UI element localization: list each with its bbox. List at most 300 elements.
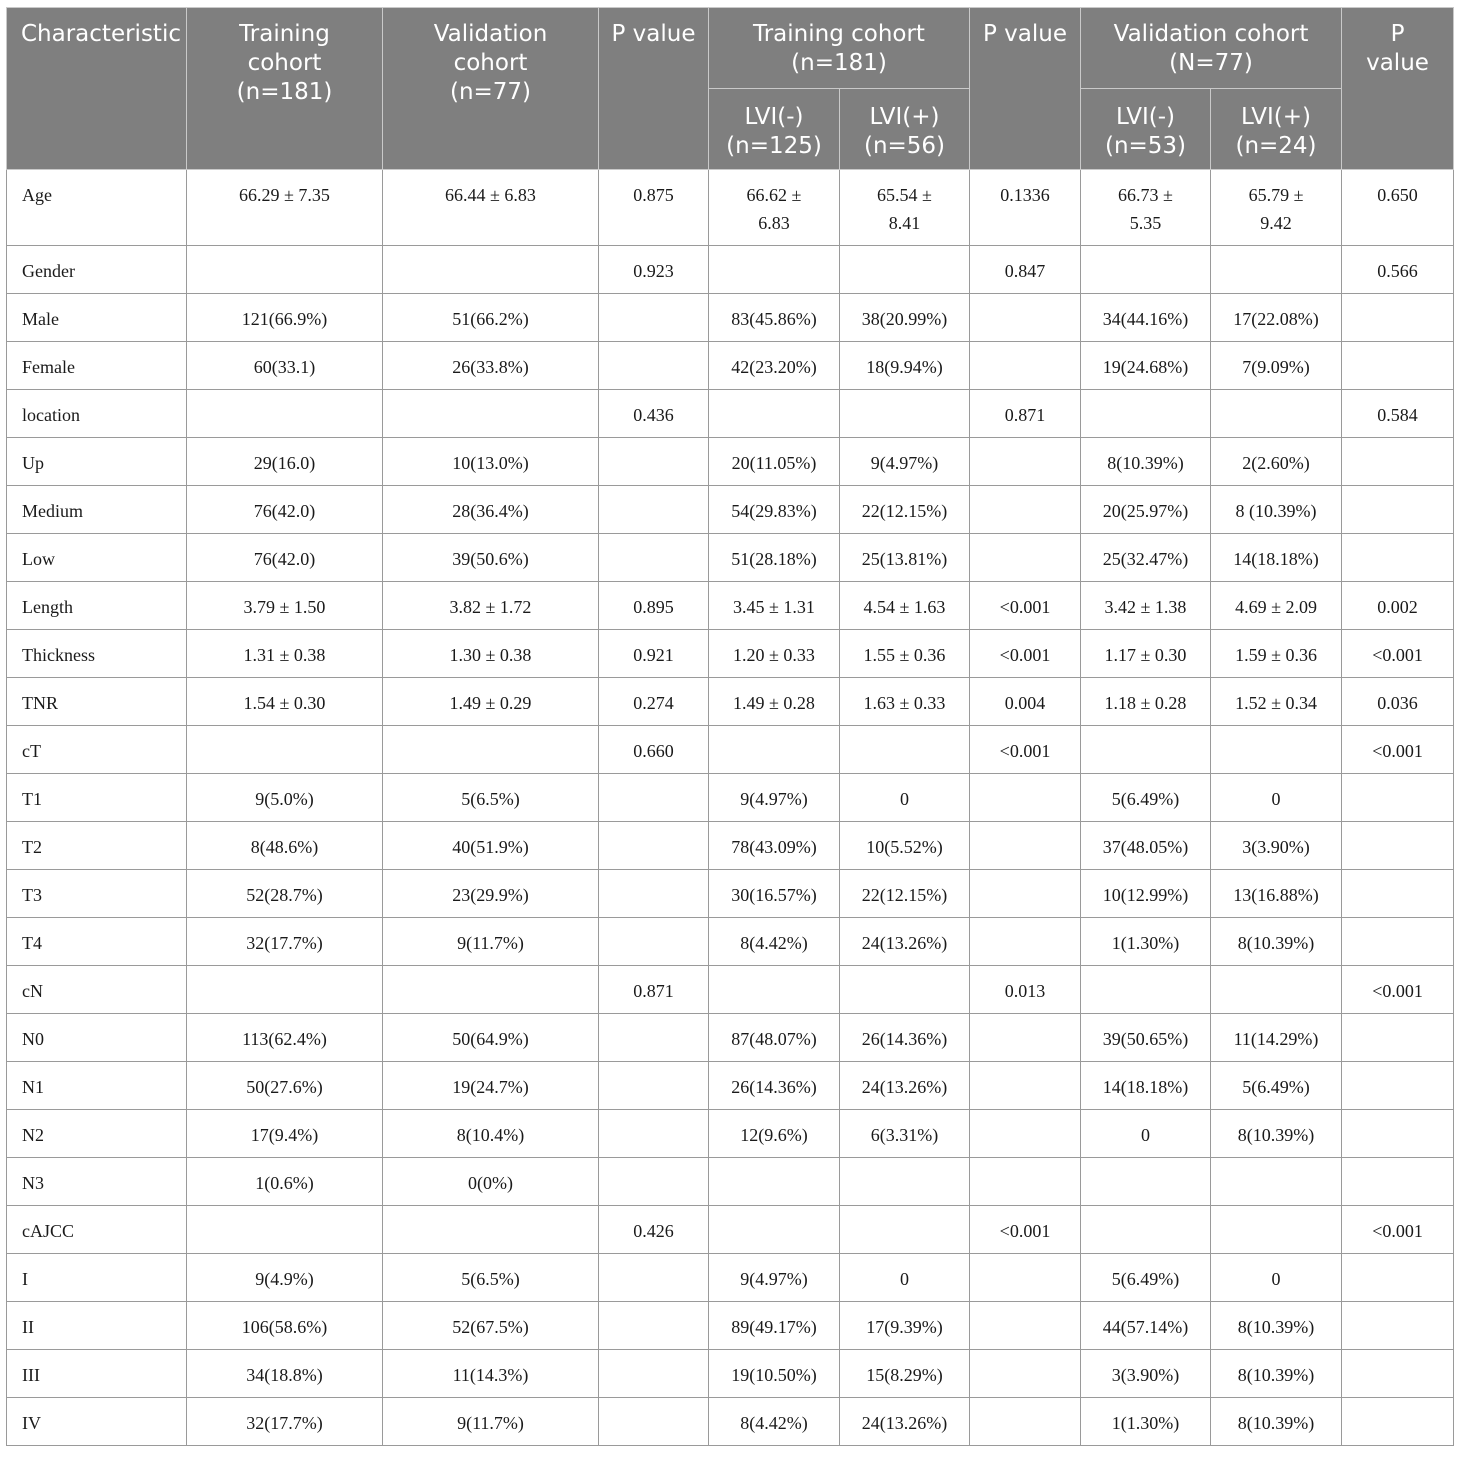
table-cell: 8(10.39%) [1081,438,1211,486]
table-cell: 66.73 ± 5.35 [1081,170,1211,246]
table-cell: 54(29.83%) [709,486,840,534]
table-cell: 66.62 ± 6.83 [709,170,840,246]
table-cell: 34(18.8%) [187,1350,383,1398]
table-cell: 1.49 ± 0.28 [709,678,840,726]
table-cell [1342,1110,1454,1158]
table-cell: 113(62.4%) [187,1014,383,1062]
table-cell [1342,1350,1454,1398]
table-cell [970,438,1081,486]
table-cell: 0.584 [1342,390,1454,438]
table-cell: 22(12.15%) [840,870,970,918]
table-cell: 18(9.94%) [840,342,970,390]
row-label: T3 [7,870,187,918]
table-cell [599,918,709,966]
table-cell [1081,390,1211,438]
table-cell: 40(51.9%) [383,822,599,870]
table-cell: 3.82 ± 1.72 [383,582,599,630]
table-cell: 34(44.16%) [1081,294,1211,342]
header-p-value-2: P value [970,8,1081,170]
table-cell: 24(13.26%) [840,1062,970,1110]
table-cell [709,726,840,774]
row-label: Age [7,170,187,246]
table-row [7,1254,1454,1302]
table-row [7,870,1454,918]
table-row [7,582,1454,630]
table-cell: 29(16.0) [187,438,383,486]
table-cell: 5(6.5%) [383,1254,599,1302]
table-cell: 1.18 ± 0.28 [1081,678,1211,726]
table-cell [599,294,709,342]
table-cell [1211,726,1342,774]
table-cell: 1(1.30%) [1081,1398,1211,1446]
header-validation-cohort: Validation cohort (n=77) [383,8,599,170]
table-cell [1211,1206,1342,1254]
table-cell: 24(13.26%) [840,1398,970,1446]
table-cell [383,1206,599,1254]
table-cell: 14(18.18%) [1211,534,1342,582]
table-cell: 1.31 ± 0.38 [187,630,383,678]
table-cell [599,1398,709,1446]
table-cell [1342,1062,1454,1110]
table-cell [599,1062,709,1110]
table-cell: <0.001 [1342,966,1454,1014]
table-cell: 19(10.50%) [709,1350,840,1398]
table-cell: 17(22.08%) [1211,294,1342,342]
table-row [7,390,1454,438]
table-cell: 14(18.18%) [1081,1062,1211,1110]
table-cell [970,294,1081,342]
table-cell [1211,390,1342,438]
row-label: III [7,1350,187,1398]
row-label: Low [7,534,187,582]
table-row [7,1014,1454,1062]
table-cell: <0.001 [970,582,1081,630]
table-cell: 8(10.39%) [1211,1350,1342,1398]
table-row [7,1302,1454,1350]
table-row [7,1110,1454,1158]
table-cell: 0.871 [970,390,1081,438]
table-cell [840,390,970,438]
table-row [7,246,1454,294]
row-label: Female [7,342,187,390]
table-cell [1342,774,1454,822]
table-cell [970,1110,1081,1158]
table-cell: 7(9.09%) [1211,342,1342,390]
table-cell [1342,918,1454,966]
row-label: II [7,1302,187,1350]
table-cell: <0.001 [970,726,1081,774]
table-cell: 8(48.6%) [187,822,383,870]
row-label: N2 [7,1110,187,1158]
table-cell: 121(66.9%) [187,294,383,342]
characteristics-table [6,7,1454,1446]
table-cell: 10(12.99%) [1081,870,1211,918]
table-cell [383,390,599,438]
table-cell: 9(4.97%) [709,774,840,822]
table-cell: 0.847 [970,246,1081,294]
table-cell [709,966,840,1014]
table-cell: 76(42.0) [187,486,383,534]
table-cell [1081,1206,1211,1254]
table-cell: 3(3.90%) [1081,1350,1211,1398]
table-cell: 8(10.39%) [1211,1398,1342,1446]
table-cell: 32(17.7%) [187,918,383,966]
table-cell: 8(10.39%) [1211,1302,1342,1350]
table-cell [970,1014,1081,1062]
table-cell: 28(36.4%) [383,486,599,534]
header-training-group: Training cohort (n=181) [709,8,970,89]
table-cell [1211,246,1342,294]
table-cell: 3.45 ± 1.31 [709,582,840,630]
table-cell: 1.49 ± 0.29 [383,678,599,726]
row-label: Male [7,294,187,342]
table-cell: 8(4.42%) [709,918,840,966]
table-cell: 25(13.81%) [840,534,970,582]
table-cell [383,246,599,294]
table-cell [1342,822,1454,870]
table-cell: 6(3.31%) [840,1110,970,1158]
table-cell: 1.63 ± 0.33 [840,678,970,726]
table-cell: 30(16.57%) [709,870,840,918]
table-cell: 76(42.0) [187,534,383,582]
table-cell: 26(14.36%) [840,1014,970,1062]
table-cell: 87(48.07%) [709,1014,840,1062]
table-cell: 1.30 ± 0.38 [383,630,599,678]
table-cell: 0.426 [599,1206,709,1254]
table-cell [1342,534,1454,582]
table-cell: 0 [840,774,970,822]
table-cell: 1.54 ± 0.30 [187,678,383,726]
table-row [7,822,1454,870]
table-row [7,1158,1454,1206]
table-cell: 12(9.6%) [709,1110,840,1158]
row-label: TNR [7,678,187,726]
table-row [7,1398,1454,1446]
table-cell [1342,294,1454,342]
table-row [7,170,1454,246]
table-row [7,630,1454,678]
table-cell: 50(27.6%) [187,1062,383,1110]
table-row [7,678,1454,726]
table-cell [599,1014,709,1062]
table-cell: 0.871 [599,966,709,1014]
table-cell [599,438,709,486]
table-cell: 42(23.20%) [709,342,840,390]
table-cell [709,1158,840,1206]
table-body [7,170,1454,1446]
table-cell: 1.55 ± 0.36 [840,630,970,678]
table-cell [599,534,709,582]
table-cell: 8(4.42%) [709,1398,840,1446]
table-cell: 39(50.65%) [1081,1014,1211,1062]
table-cell [599,1254,709,1302]
table-cell [187,390,383,438]
table-cell [1342,1398,1454,1446]
table-cell [840,246,970,294]
table-cell: 24(13.26%) [840,918,970,966]
header-train-lvi-neg: LVI(-) (n=125) [709,89,840,170]
table-cell: 26(33.8%) [383,342,599,390]
table-cell: 0.921 [599,630,709,678]
header-p-value-3: P value [1342,8,1454,170]
table-cell: 1.17 ± 0.30 [1081,630,1211,678]
table-cell [840,726,970,774]
table-cell: 5(6.5%) [383,774,599,822]
table-cell: 0.013 [970,966,1081,1014]
table-cell: 0 [1211,774,1342,822]
header-val-lvi-neg: LVI(-) (n=53) [1081,89,1211,170]
table-cell: 3.79 ± 1.50 [187,582,383,630]
table-cell: 5(6.49%) [1081,1254,1211,1302]
table-cell: 0.004 [970,678,1081,726]
row-label: cN [7,966,187,1014]
table-cell: <0.001 [1342,1206,1454,1254]
header-row-1 [7,8,1454,89]
table-cell: 9(4.97%) [709,1254,840,1302]
table-cell: 1.52 ± 0.34 [1211,678,1342,726]
table-cell: 39(50.6%) [383,534,599,582]
table-cell: 13(16.88%) [1211,870,1342,918]
table-cell [970,1158,1081,1206]
table-cell [187,1206,383,1254]
table-cell: 78(43.09%) [709,822,840,870]
table-cell: 5(6.49%) [1211,1062,1342,1110]
header-val-lvi-pos: LVI(+) (n=24) [1211,89,1342,170]
table-cell [599,1158,709,1206]
table-cell: 4.54 ± 1.63 [840,582,970,630]
table-cell: 37(48.05%) [1081,822,1211,870]
table-cell: 0.436 [599,390,709,438]
table-cell: 4.69 ± 2.09 [1211,582,1342,630]
table-cell: 9(11.7%) [383,918,599,966]
table-cell [970,870,1081,918]
table-cell: 106(58.6%) [187,1302,383,1350]
table-cell [970,918,1081,966]
row-label: N1 [7,1062,187,1110]
table-cell [1081,1158,1211,1206]
table-cell: 51(66.2%) [383,294,599,342]
row-label: N0 [7,1014,187,1062]
header-training-cohort: Training cohort (n=181) [187,8,383,170]
table-cell [970,1062,1081,1110]
table-cell: 0 [840,1254,970,1302]
row-label: Length [7,582,187,630]
table-cell: 19(24.7%) [383,1062,599,1110]
table-cell: 0.923 [599,246,709,294]
table-cell [840,966,970,1014]
header-validation-group: Validation cohort (N=77) [1081,8,1342,89]
table-cell: 44(57.14%) [1081,1302,1211,1350]
table-cell [1081,966,1211,1014]
table-cell [970,1254,1081,1302]
table-cell: 0.650 [1342,170,1454,246]
table-cell [1342,1014,1454,1062]
row-label: IV [7,1398,187,1446]
table-cell: 52(67.5%) [383,1302,599,1350]
table-cell: 23(29.9%) [383,870,599,918]
row-label: I [7,1254,187,1302]
table-cell [599,486,709,534]
table-cell [970,486,1081,534]
table-cell: 22(12.15%) [840,486,970,534]
table-cell: 19(24.68%) [1081,342,1211,390]
header-characteristic: Characteristic [7,8,187,170]
table-cell: 11(14.29%) [1211,1014,1342,1062]
table-cell [1342,438,1454,486]
table-cell: 0.875 [599,170,709,246]
table-cell: 89(49.17%) [709,1302,840,1350]
table-cell [1211,1158,1342,1206]
table-cell [599,774,709,822]
table-cell [1081,246,1211,294]
table-cell [709,390,840,438]
table-cell [599,1350,709,1398]
table-cell: 65.79 ± 9.42 [1211,170,1342,246]
table-cell [1342,342,1454,390]
row-label: T4 [7,918,187,966]
table-row [7,918,1454,966]
table-cell: 8(10.39%) [1211,918,1342,966]
table-cell [709,1206,840,1254]
row-label: location [7,390,187,438]
table-header [7,8,1454,170]
table-cell: 51(28.18%) [709,534,840,582]
table-cell [383,966,599,1014]
table-cell: 0.274 [599,678,709,726]
table-row [7,486,1454,534]
table-cell: 38(20.99%) [840,294,970,342]
table-row [7,438,1454,486]
table-cell: 17(9.39%) [840,1302,970,1350]
table-cell [1342,1158,1454,1206]
table-row [7,726,1454,774]
table-cell: 15(8.29%) [840,1350,970,1398]
table-cell: 50(64.9%) [383,1014,599,1062]
table-cell: 9(4.9%) [187,1254,383,1302]
table-cell: 0 [1081,1110,1211,1158]
table-cell [970,1350,1081,1398]
table-cell [709,246,840,294]
table-cell: 66.29 ± 7.35 [187,170,383,246]
table-cell [1342,486,1454,534]
table-cell: <0.001 [1342,630,1454,678]
table-cell: 9(5.0%) [187,774,383,822]
table-cell: 0.566 [1342,246,1454,294]
table-cell: 1.20 ± 0.33 [709,630,840,678]
table-cell: 3.42 ± 1.38 [1081,582,1211,630]
table-cell: 20(25.97%) [1081,486,1211,534]
table-cell: 32(17.7%) [187,1398,383,1446]
table-cell: 17(9.4%) [187,1110,383,1158]
table-cell: 9(11.7%) [383,1398,599,1446]
table-cell: 8(10.39%) [1211,1110,1342,1158]
table-cell [1081,726,1211,774]
table-cell [187,966,383,1014]
table-cell [1211,966,1342,1014]
table-cell: <0.001 [970,630,1081,678]
table-cell: 83(45.86%) [709,294,840,342]
table-cell: 26(14.36%) [709,1062,840,1110]
table-cell: 66.44 ± 6.83 [383,170,599,246]
row-label: T2 [7,822,187,870]
table-cell: 11(14.3%) [383,1350,599,1398]
table-cell: 3(3.90%) [1211,822,1342,870]
table-cell [187,246,383,294]
table-cell: 2(2.60%) [1211,438,1342,486]
table-cell: 8(10.4%) [383,1110,599,1158]
table-cell [970,774,1081,822]
table-cell: 20(11.05%) [709,438,840,486]
table-cell [1342,1254,1454,1302]
table-cell: 0.895 [599,582,709,630]
row-label: Up [7,438,187,486]
row-label: T1 [7,774,187,822]
table-cell [840,1206,970,1254]
table-cell: 65.54 ± 8.41 [840,170,970,246]
table-cell: 0.660 [599,726,709,774]
table-row [7,342,1454,390]
row-label: Medium [7,486,187,534]
table-cell [840,1158,970,1206]
table-cell: 0.1336 [970,170,1081,246]
table-cell [187,726,383,774]
table-cell [970,1302,1081,1350]
table-cell: <0.001 [970,1206,1081,1254]
table-cell: <0.001 [1342,726,1454,774]
table-row [7,774,1454,822]
table-row [7,1062,1454,1110]
table-cell: 25(32.47%) [1081,534,1211,582]
table-cell: 0 [1211,1254,1342,1302]
row-label: cAJCC [7,1206,187,1254]
table-cell [599,1110,709,1158]
table-cell [970,534,1081,582]
table-row [7,1206,1454,1254]
table-cell [970,822,1081,870]
table-cell [599,1302,709,1350]
table-cell [970,342,1081,390]
table-cell [599,342,709,390]
table-cell: 9(4.97%) [840,438,970,486]
table-cell: 10(5.52%) [840,822,970,870]
table-cell [383,726,599,774]
table-cell: 52(28.7%) [187,870,383,918]
table-cell [970,1398,1081,1446]
table-cell: 5(6.49%) [1081,774,1211,822]
row-label: Thickness [7,630,187,678]
table-row [7,294,1454,342]
row-label: N3 [7,1158,187,1206]
table-cell [599,822,709,870]
table-cell: 1(0.6%) [187,1158,383,1206]
table-cell: 8 (10.39%) [1211,486,1342,534]
table-cell: 10(13.0%) [383,438,599,486]
table-cell: 0.002 [1342,582,1454,630]
table-cell [1342,1302,1454,1350]
table-row [7,534,1454,582]
table-cell: 0.036 [1342,678,1454,726]
table-cell: 0(0%) [383,1158,599,1206]
header-train-lvi-pos: LVI(+) (n=56) [840,89,970,170]
table-row [7,1350,1454,1398]
table-cell [599,870,709,918]
header-p-value-1: P value [599,8,709,170]
table-row [7,966,1454,1014]
row-label: cT [7,726,187,774]
row-label: Gender [7,246,187,294]
table-cell: 60(33.1) [187,342,383,390]
table-cell: 1.59 ± 0.36 [1211,630,1342,678]
